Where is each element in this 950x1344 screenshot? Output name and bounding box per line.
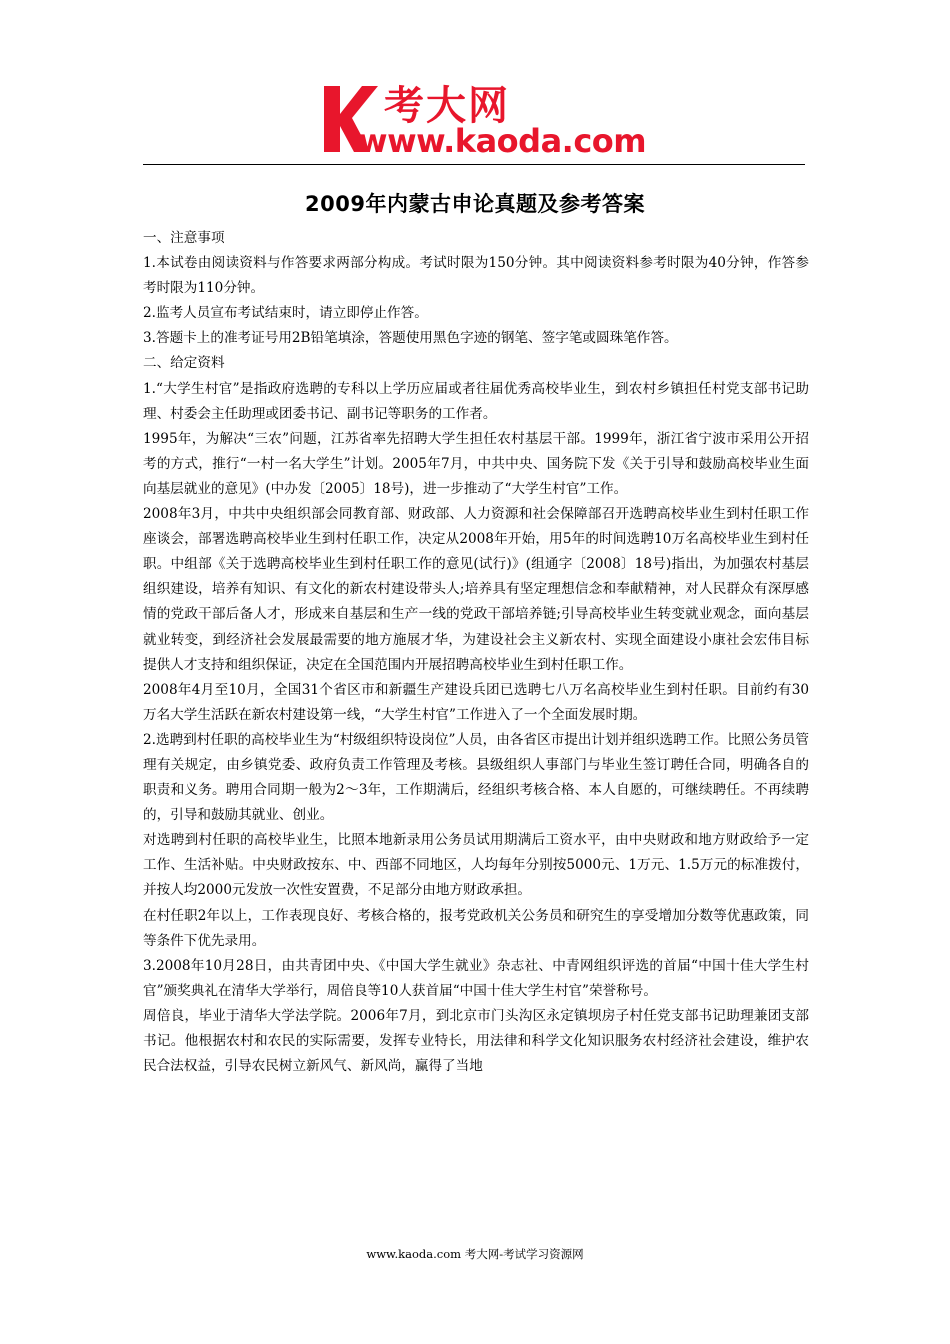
- paragraph: 在村任职2年以上，工作表现良好、考核合格的，报考党政机关公务员和研究生的享受增加分数等优惠政策，同等条件下优先录用。: [143, 907, 809, 949]
- header-divider: [143, 164, 805, 165]
- page-title: 2009年内蒙古申论真题及参考答案: [305, 192, 645, 216]
- paragraph: 对选聘到村任职的高校毕业生，比照本地新录用公务员试用期满后工资水平，由中央财政和地方财政给予一定工作、生活补贴。中央财政按东、中、西部不同地区，人均每年分别按5000元、1万元、1.5万元的标准拨付，并按人均2000元发放一次性安置费，不足部分由地方财政承担。: [143, 832, 809, 899]
- paragraph: 周倍良，毕业于清华大学法学院。2006年7月，到北京市门头沟区永定镇坝房子村任党支部书记助理兼团支部书记。他根据农村和农民的实际需要，发挥专业特长，用法律和科学文化知识服务农村经济社会建设，维护农民合法权益，引导农民树立新风气、新风尚，赢得了当地: [143, 1007, 809, 1075]
- paragraph: 3.答题卡上的准考证号用2B铅笔填涂，答题使用黑色字迹的钢笔、签字笔或圆珠笔作答。: [143, 330, 678, 347]
- logo-url-text: www.kaoda.com: [358, 122, 647, 160]
- paragraph: 1.“大学生村官”是指政府选聘的专科以上学历应届或者往届优秀高校毕业生，到农村乡镇担任村党支部书记助理、村委会主任助理或团委书记、副书记等职务的工作者。: [143, 380, 809, 422]
- paragraph: 1.本试卷由阅读资料与作答要求两部分构成。考试时限为150分钟。其中阅读资料参考时限为40分钟，作答参考时限为110分钟。: [143, 255, 809, 297]
- paragraph: 2008年4月至10月，全国31个省区市和新疆生产建设兵团已选聘七八万名高校毕业生到村任职。目前约有30万名大学生活跃在新农村建设第一线，“大学生村官”工作进入了一个全面发展时期。: [143, 681, 809, 723]
- paragraph: 3.2008年10月28日，由共青团中央、《中国大学生就业》杂志社、中青网组织评选的首届“中国十佳大学生村官”颁奖典礼在清华大学举行，周倍良等10人获首届“中国十佳大学生村官”荣誉称号。: [143, 957, 809, 999]
- paragraph: 2.监考人员宣布考试结束时，请立即停止作答。: [143, 305, 428, 322]
- document-body: [143, 226, 809, 1079]
- paragraph: 2.选聘到村任职的高校毕业生为“村级组织特设岗位”人员，由各省区市提出计划并组织选聘工作。比照公务员管理有关规定，由乡镇党委、政府负责工作管理及考核。县级组织人事部门与毕业生签订聘任合同，明确各自的职责和义务。聘用合同期一般为2～3年，工作期满后，经组织考核合格、本人自愿的，可继续聘任。不再续聘的，引导和鼓励其就业、创业。: [143, 731, 809, 824]
- paragraph: 一、注意事项: [143, 230, 225, 246]
- kaoda-logo: [318, 78, 648, 158]
- paragraph: 2008年3月，中共中央组织部会同教育部、财政部、人力资源和社会保障部召开选聘高校毕业生到村任职工作座谈会，部署选聘高校毕业生到村任职工作，决定从2008年开始，用5年的时间选聘10万名高校毕业生到村任职。中组部《关于选聘高校毕业生到村任职工作的意见(试行)》(组通字〔2008〕18号)指出，为加强农村基层组织建设，培养有知识、有文化的新农村建设带头人;培养具有坚定理想信念和奉献精神，对人民群众有深厚感情的党政干部后备人才，形成来自基层和生产一线的党政干部培养链;引导高校毕业生转变就业观念，面向基层就业转变，到经济社会发展最需要的地方施展才华，为建设社会主义新农村、实现全面建设小康社会宏伟目标提供人才支持和组织保证，决定在全国范围内开展招聘高校毕业生到村任职工作。: [143, 506, 809, 673]
- page-footer: www.kaoda.com 考大网-考试学习资源网: [366, 1247, 584, 1261]
- logo-brand-text: 考大网: [384, 83, 510, 129]
- paragraph: 二、给定资料: [143, 355, 225, 372]
- paragraph: 1995年，为解决“三农”问题，江苏省率先招聘大学生担任农村基层干部。1999年，浙江省宁波市采用公开招考的方式，推行“一村一名大学生”计划。2005年7月，中共中央、国务院下发《关于引导和鼓励高校毕业生面向基层就业的意见》(中办发〔2005〕18号)，进一步推动了“大学生村官”工作。: [143, 430, 809, 497]
